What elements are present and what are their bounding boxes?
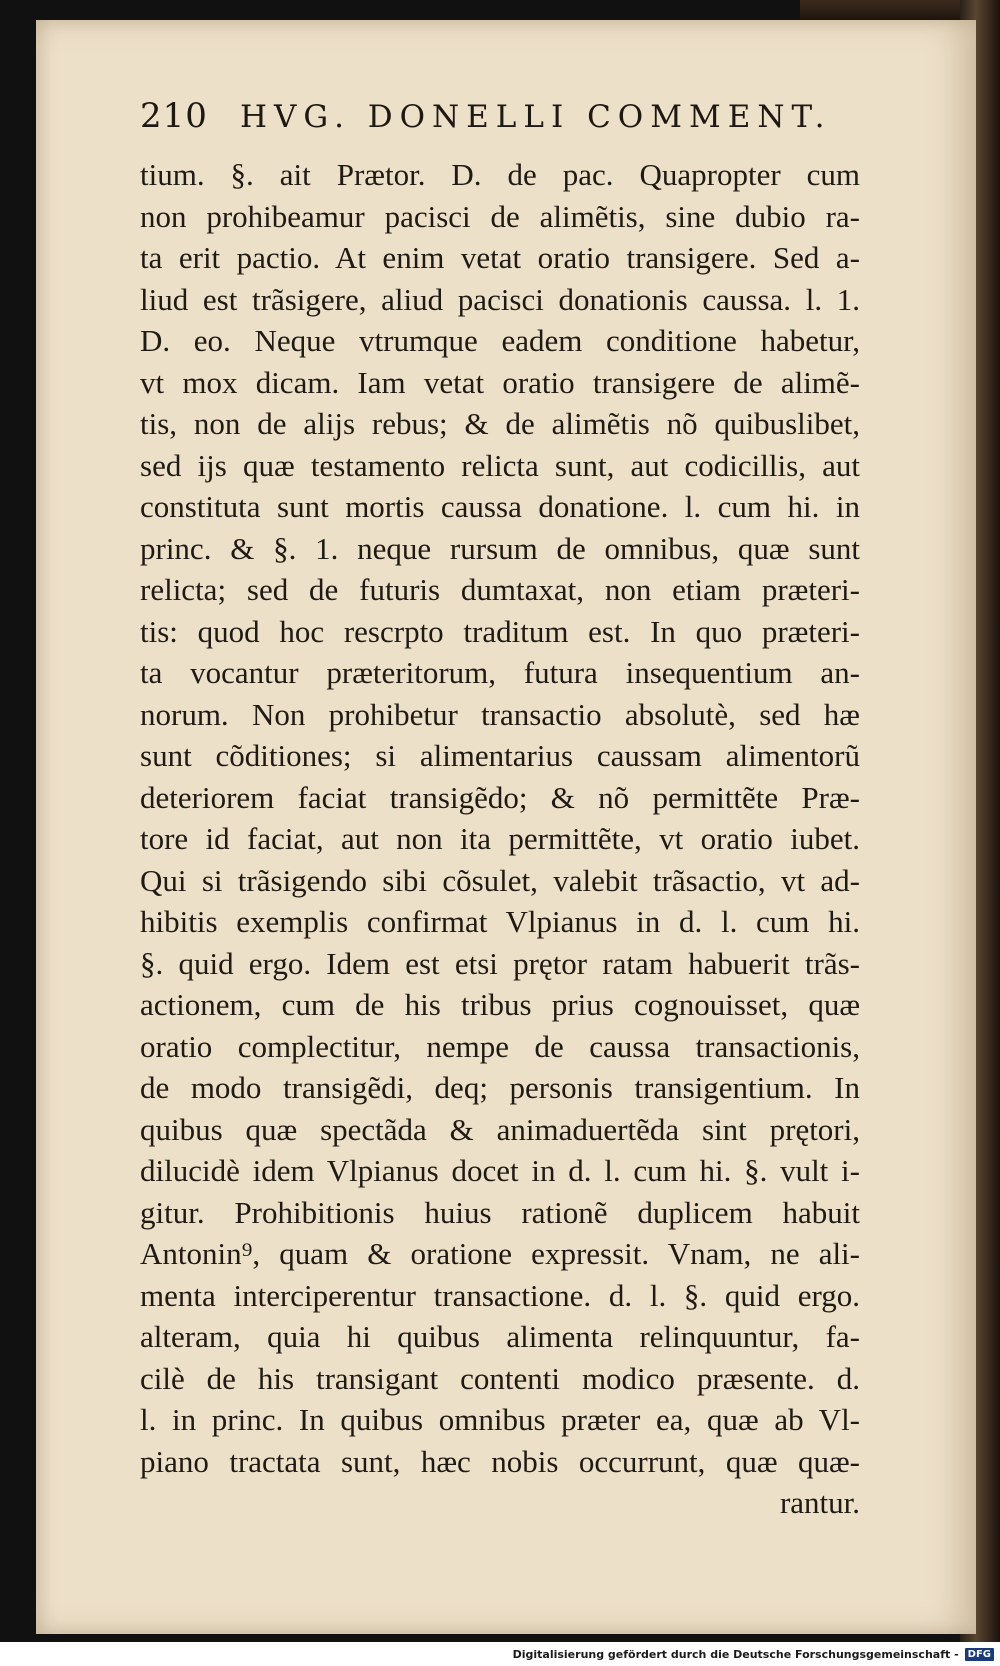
- text-line: constituta sunt mortis caussa donatione. l. cum hi. in: [140, 489, 860, 524]
- text-line: tis, non de alijs rebus; & de alimẽtis nõ quibuslibet,: [140, 406, 860, 441]
- text-line: menta interciperentur transactione. d. l. §. quid ergo.: [140, 1277, 860, 1313]
- text-line: vt mox dicam. Iam vetat oratio transigere de alimẽ-: [140, 364, 860, 400]
- text-line: §. quid ergo. Idem est etsi prętor ratam habuerit trãs-: [140, 945, 860, 981]
- text-line: deteriorem faciat transigẽdo; & nõ permittẽte Præ-: [140, 779, 860, 815]
- running-title: HVG. DONELLI COMMENT.: [240, 99, 832, 135]
- text-line: Antonin⁹, quam & oratione expressit. Vnam, ne ali-: [140, 1236, 860, 1271]
- text-line: hibitis exemplis confirmat Vlpianus in d. l. cum hi.: [140, 904, 860, 939]
- text-line: tis: quod hoc rescrpto traditum est. In quo præteri-: [140, 613, 860, 649]
- text-line: piano tractata sunt, hæc nobis occurrunt, quæ quæ-: [140, 1443, 860, 1479]
- page-header: [140, 96, 840, 140]
- text-line: relicta; sed de futuris dumtaxat, non etiam præteri-: [140, 572, 860, 607]
- text-line: Qui si trãsigendo sibi cõsulet, valebit trãsactio, vt ad-: [140, 862, 860, 898]
- text-line: tium. §. ait Prætor. D. de pac. Quapropter cum: [140, 157, 860, 192]
- text-line: dilucidè idem Vlpianus docet in d. l. cum hi. §. vult i-: [140, 1153, 860, 1188]
- text-line: rantur.: [779, 1485, 860, 1520]
- text-line: D. eo. Neque vtrumque eadem conditione habetur,: [140, 323, 860, 358]
- text-line: princ. & §. 1. neque rursum de omnibus, quæ sunt: [140, 530, 860, 566]
- footer-credit: Digitalisierung gefördert durch die Deutsche Forschungsgemeinschaft -: [512, 1647, 959, 1661]
- text-line: ta vocantur præteritorum, futura insequentium an-: [140, 655, 860, 690]
- text-line: oratio complectitur, nempe de caussa transactionis,: [140, 1028, 860, 1064]
- book-edge-top: [800, 0, 960, 22]
- text-line: actionem, cum de his tribus prius cognouisset, quæ: [140, 987, 860, 1022]
- text-line: sed ijs quæ testamento relicta sunt, aut codicillis, aut: [140, 447, 860, 483]
- text-line: sunt cõditiones; si alimentarius caussam alimentorũ: [140, 738, 860, 773]
- footer-bar: [0, 1642, 1000, 1666]
- text-line: quibus quæ spectãda & animaduertẽda sint prętori,: [140, 1111, 860, 1147]
- text-line: ta erit pactio. At enim vetat oratio transigere. Sed a-: [140, 240, 860, 275]
- text-line: alteram, quia hi quibus alimenta relinquuntur, fa-: [140, 1319, 860, 1354]
- text-line: gitur. Prohibitionis huius rationẽ duplicem habuit: [140, 1194, 860, 1230]
- text-line: cilè de his transigant contenti modico præsente. d.: [140, 1360, 860, 1396]
- text-line: liud est trãsigere, aliud pacisci donationis caussa. l. 1.: [140, 281, 860, 317]
- text-line: tore id faciat, aut non ita permittẽte, vt oratio iubet.: [140, 821, 860, 856]
- body-text: [140, 154, 860, 1524]
- text-line: de modo transigẽdi, deq; personis transigentium. In: [140, 1070, 860, 1105]
- dfg-logo-icon: DFG: [965, 1648, 994, 1661]
- text-line: norum. Non prohibetur transactio absolutè, sed hæ: [140, 696, 860, 732]
- text-line: non prohibeamur pacisci de alimẽtis, sine dubio ra-: [140, 198, 860, 234]
- text-line: l. in princ. In quibus omnibus præter ea, quæ ab Vl-: [140, 1402, 860, 1437]
- page-number: 210: [140, 96, 208, 136]
